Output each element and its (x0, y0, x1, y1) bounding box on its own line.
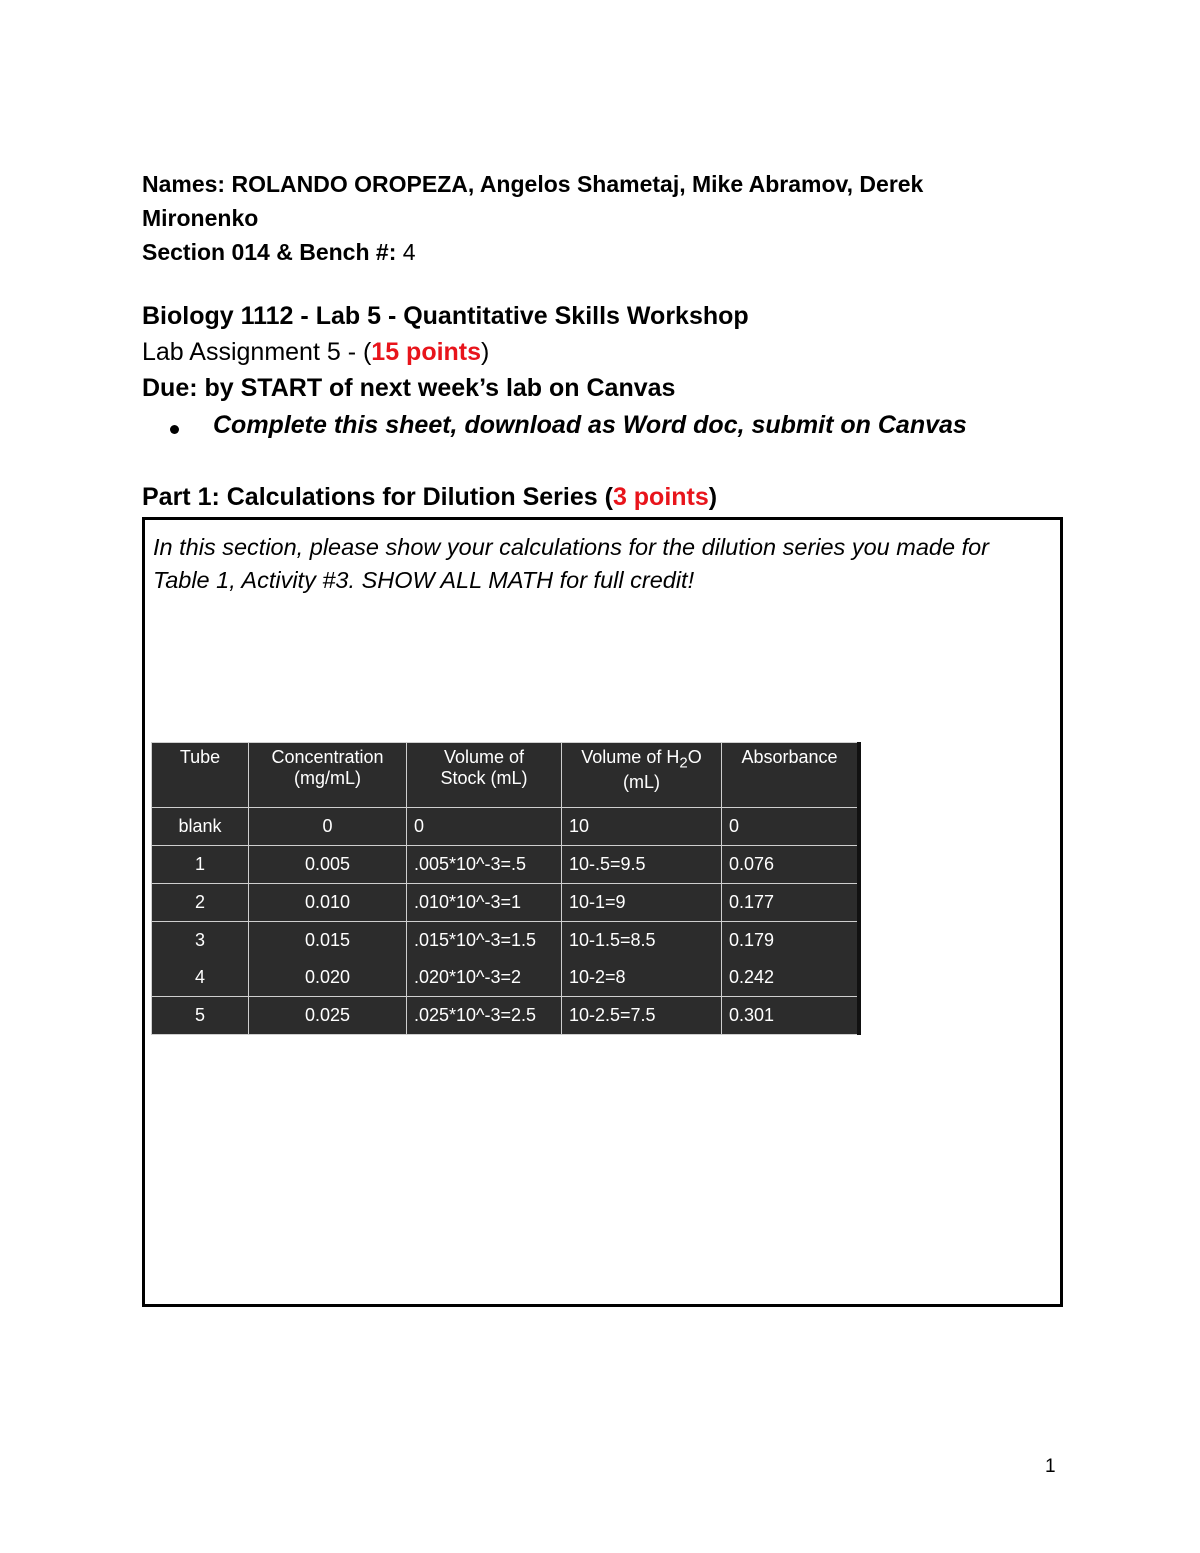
cell-concentration: 0.010 (249, 884, 407, 922)
cell-absorbance: 0.076 (722, 846, 860, 884)
cell-concentration: 0.025 (249, 997, 407, 1035)
cell-volume-water: 10-1=9 (562, 884, 722, 922)
cell-volume-stock: 0 (407, 808, 562, 846)
names-line-continued: Mironenko (142, 205, 259, 231)
cell-absorbance: 0 (722, 808, 860, 846)
cell-volume-water: 10 (562, 808, 722, 846)
cell-concentration: 0.015 (249, 922, 407, 960)
cell-tube: 5 (152, 997, 249, 1035)
table-row (152, 997, 860, 1035)
header-absorbance: Absorbance (722, 743, 860, 808)
page-number: 1 (1045, 1456, 1056, 1477)
table-row (152, 959, 860, 997)
bullet-icon (170, 425, 179, 434)
table-row (152, 808, 860, 846)
cell-volume-stock: .015*10^-3=1.5 (407, 922, 562, 960)
cell-tube: blank (152, 808, 249, 846)
part1-heading (142, 483, 717, 512)
cell-volume-stock: .020*10^-3=2 (407, 959, 562, 997)
table-row (152, 922, 860, 960)
dilution-table (151, 742, 861, 1035)
cell-absorbance: 0.242 (722, 959, 860, 997)
assignment-line (142, 338, 489, 367)
assignment-label: Lab Assignment 5 - ( (142, 338, 372, 366)
header-volume-stock: Volume of Stock (mL) (407, 743, 562, 808)
cell-tube: 1 (152, 846, 249, 884)
part1-heading-prefix: Part 1: Calculations for Dilution Series ( (142, 483, 613, 511)
cell-concentration: 0 (249, 808, 407, 846)
section-bench-line (142, 239, 416, 266)
cell-volume-stock: .010*10^-3=1 (407, 884, 562, 922)
cell-concentration: 0.020 (249, 959, 407, 997)
cell-tube: 3 (152, 922, 249, 960)
names-value: ROLANDO OROPEZA, Angelos Shametaj, Mike Abramov, Derek (231, 171, 924, 197)
course-title-bold: Biology 1112 - (142, 302, 309, 330)
assignment-points: 15 points (371, 338, 482, 366)
due-line: Due: by START of next week’s lab on Canvas (142, 374, 676, 402)
cell-volume-water: 10-2=8 (562, 959, 722, 997)
cell-volume-water: 10-.5=9.5 (562, 846, 722, 884)
header-tube: Tube (152, 743, 249, 808)
part1-instructions: In this section, please show your calculations for the dilution series you made for Table 1, Activity #3. SHOW ALL MATH for full credit! (153, 534, 989, 593)
cell-absorbance: 0.179 (722, 922, 860, 960)
header-volume-water: Volume of $H_2O$ (mL) (562, 743, 722, 808)
part1-heading-points: 3 points (612, 483, 709, 511)
course-title-rest: Lab 5 - Quantitative Skills Workshop (315, 302, 749, 330)
cell-volume-water: 10-1.5=8.5 (562, 922, 722, 960)
bullet-instruction: Complete this sheet, download as Word doc, submit on Canvas (213, 411, 967, 439)
part1-heading-close: ) (708, 483, 718, 511)
table-header-row (152, 743, 860, 808)
cell-volume-stock: .005*10^-3=.5 (407, 846, 562, 884)
cell-concentration: 0.005 (249, 846, 407, 884)
cell-tube: 4 (152, 959, 249, 997)
cell-volume-stock: .025*10^-3=2.5 (407, 997, 562, 1035)
cell-tube: 2 (152, 884, 249, 922)
section-label: Section 014 & Bench #: (142, 239, 397, 265)
assignment-close: ) (481, 338, 490, 366)
names-line (142, 171, 923, 198)
header-concentration: Concentration (mg/mL) (249, 743, 407, 808)
cell-absorbance: 0.301 (722, 997, 860, 1035)
course-title (142, 302, 749, 331)
table-row (152, 884, 860, 922)
bench-value: 4 (402, 239, 416, 265)
names-label: Names: (142, 171, 226, 197)
table-row (152, 846, 860, 884)
cell-absorbance: 0.177 (722, 884, 860, 922)
cell-volume-water: 10-2.5=7.5 (562, 997, 722, 1035)
